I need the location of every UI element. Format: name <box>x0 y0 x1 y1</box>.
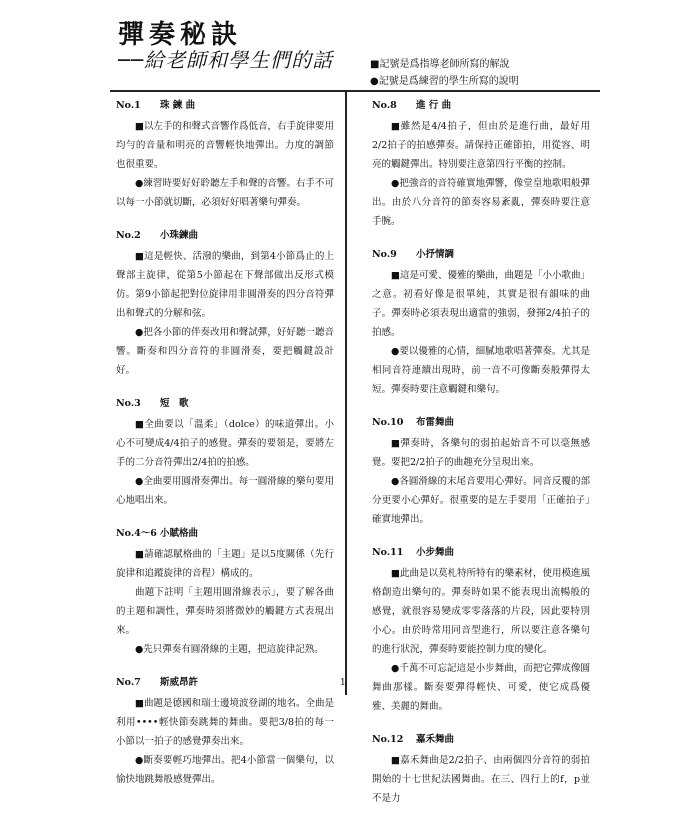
student-note: ●先只彈奏有圓滑線的主題，把這旋律記熟。 <box>135 644 324 655</box>
teacher-note: ■這是可愛、優雅的樂曲，曲題是「小小歌曲」之意。初看好像是很單純，其實是很有韻味的曲子。彈奏時必須表現出適當的強弱，發揮2/4拍子的拍感。 <box>372 270 590 338</box>
piece-name: 小賦格曲 <box>160 528 199 539</box>
piece-name: 進 行 曲 <box>416 100 452 111</box>
student-note: ●全曲要用圓滑奏彈出。每一圓滑線的樂句要用心地唱出來。 <box>116 476 334 506</box>
piece-number: No.7 <box>116 677 141 688</box>
piece-heading <box>116 96 334 115</box>
piece-heading <box>116 673 334 692</box>
piece-heading <box>372 413 590 432</box>
piece-name: 小步舞曲 <box>416 547 455 558</box>
student-note: ●斷奏要輕巧地彈出。把4小節當一個樂句，以愉快地跳舞般感覺彈出。 <box>116 755 334 785</box>
teacher-note: ■此曲是以莫札特所特有的樂素材，使用模進風格創造出樂句的。彈奏時如果不能表現出流暢般的感覺，就很容易變成零零落落的片段，因此要特別小心。由於時常用同音型進行，所以要注意各樂句的進行狀況，彈奏時要能控制力度的變化。 <box>372 568 590 655</box>
teacher-note: ■以左手的和聲式音響作爲低音，右手旋律要用均勻的音量和明亮的音響輕快地彈出。力度的調節也很重要。 <box>116 121 334 170</box>
right-column <box>372 96 590 822</box>
teacher-note: ■全曲要以「溫柔」（dolce）的味道彈出。小心不可變成4/4拍子的感覺。彈奏的要領是，要將左手的二分音符彈出2/4拍的拍感。 <box>116 419 334 468</box>
piece-no3 <box>116 394 334 510</box>
piece-number: No.1 <box>116 100 141 111</box>
teacher-note: ■嘉禾舞曲是2/2拍子、由兩個四分音符的弱拍開始的十七世紀法國舞曲。在三、四行上的f，p並不是力 <box>372 755 590 804</box>
piece-no1 <box>116 96 334 212</box>
legend-teacher-note: ■記號是爲指導老師所寫的解說 <box>370 59 510 70</box>
piece-no7 <box>116 673 334 789</box>
teacher-note: ■請確認賦格曲的「主題」是以5度關係（先行旋律和追蹤旋律的音程）構成的。 <box>116 549 334 579</box>
piece-no2 <box>116 226 334 380</box>
piece-number: No.10 <box>372 417 404 428</box>
student-note: ●練習時要好好聆聽左手和聲的音響。右手不可以每一小節就切斷，必須好好唱著樂句彈奏。 <box>116 178 334 208</box>
piece-number: No.8 <box>372 100 397 111</box>
piece-name: 斯威昂許 <box>160 677 199 688</box>
teacher-note: ■雖然是4/4拍子，但由於是進行曲，最好用2/2拍子的拍感彈奏。請保持正確節拍，用從容、明亮的觸鍵彈出。特別要注意第四行平衡的控制。 <box>372 121 590 170</box>
piece-no9 <box>372 245 590 399</box>
page-number: 1 <box>340 678 346 688</box>
piece-name: 珠 鍊 曲 <box>160 100 196 111</box>
piece-name: 嘉禾舞曲 <box>416 734 455 745</box>
student-note: ●各圓滑線的末尾音要用心彈好。同音反覆的部分更要小心彈好。很重要的是左手要用「正確拍子」確實地彈出。 <box>372 476 590 525</box>
column-divider <box>345 91 347 695</box>
piece-heading <box>116 394 334 413</box>
piece-heading <box>372 543 590 562</box>
student-note: ●要以優雅的心情，細膩地歌唱著彈奏。尤其是相同音符連續出現時，前一音不可像斷奏般彈得太短。彈奏時要注意觸鍵和樂句。 <box>372 346 590 395</box>
piece-no10 <box>372 413 590 529</box>
student-note: ●把強音的音符確實地彈響，像堂皇地歌唱般彈出。由於八分音符的節奏容易紊亂，彈奏時要注意手腕。 <box>372 178 590 227</box>
student-note: ●把各小節的伴奏改用和聲試彈，好好聽一聽音響。斷奏和四分音符的非圓滑奏，要把觸鍵設計好。 <box>116 327 334 376</box>
piece-no11 <box>372 543 590 716</box>
piece-number: No.2 <box>116 230 141 241</box>
teacher-note-continued: 曲題下註明「主題用圓滑線表示」，要了解各曲的主題和調性，彈奏時須將微妙的觸鍵方式表現出來。 <box>116 587 334 636</box>
piece-number: No.12 <box>372 734 404 745</box>
piece-name: 小珠鍊曲 <box>160 230 199 241</box>
legend-student-note: ●記號是爲練習的學生所寫的說明 <box>370 76 519 87</box>
piece-number: No.9 <box>372 249 397 260</box>
top-rule <box>110 90 600 92</box>
student-note: ●千萬不可忘記這是小步舞曲，而把它彈成像圓舞曲那樣。斷奏要彈得輕快、可愛，使它成爲優雅、美麗的舞曲。 <box>372 663 590 712</box>
piece-number: No.11 <box>372 547 404 558</box>
page-subtitle: ──給老師和學生們的話 <box>118 48 334 72</box>
teacher-note: ■曲題是德國和瑞士邊境波登湖的地名。全曲是利用••••輕快節奏跳舞的舞曲。要把3/8拍的每一小節以一拍子的感覺彈奏出來。 <box>116 698 334 747</box>
page-title: 彈奏秘訣 <box>118 20 243 50</box>
piece-heading <box>116 226 334 245</box>
teacher-note: ■這是輕快、活潑的樂曲，到第4小節爲止的上聲部主旋律，從第5小節起在下聲部做出反形式模仿。第9小節起把對位旋律用非圓滑奏的四分音符彈出和聲式的分解和弦。 <box>116 251 334 319</box>
piece-heading <box>372 730 590 749</box>
piece-name: 短 歌 <box>160 398 189 409</box>
piece-heading <box>116 524 334 543</box>
piece-number: No.3 <box>116 398 141 409</box>
piece-heading <box>372 96 590 115</box>
piece-heading <box>372 245 590 264</box>
left-column <box>116 96 334 803</box>
piece-name: 小抒情調 <box>416 249 455 260</box>
piece-no8 <box>372 96 590 231</box>
piece-no4-6 <box>116 524 334 659</box>
piece-name: 布雷舞曲 <box>416 417 455 428</box>
piece-no12 <box>372 730 590 808</box>
teacher-note: ■彈奏時，各樂句的弱拍起始音不可以毫無感覺。要把2/2拍子的曲趣充分呈現出來。 <box>372 438 590 468</box>
piece-number: No.4～6 <box>116 528 157 539</box>
